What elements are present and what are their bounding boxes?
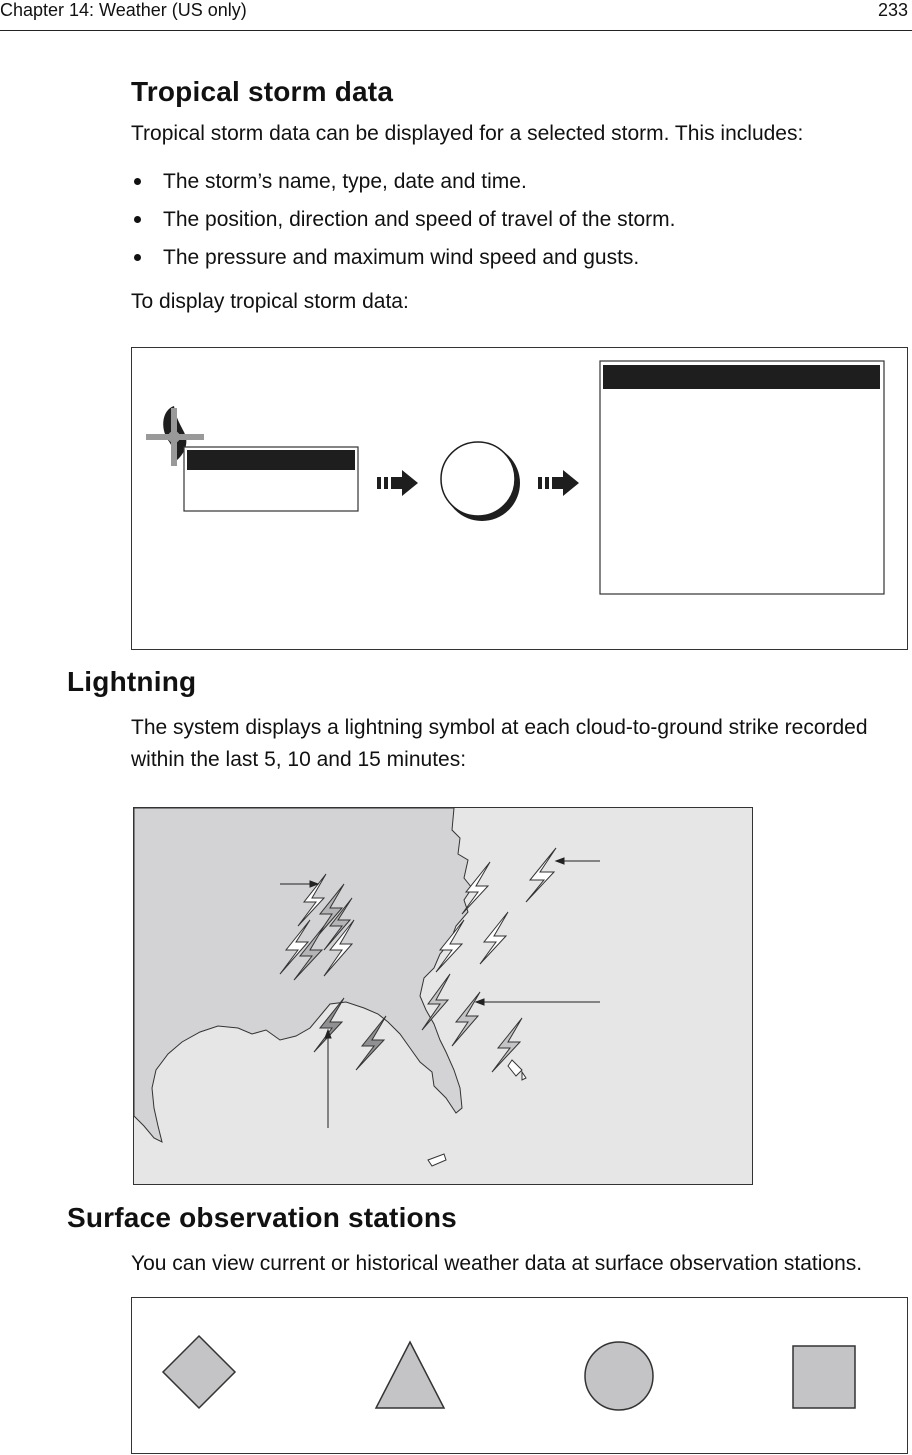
land-mass — [134, 808, 472, 1142]
storm-data-dialog — [600, 361, 884, 594]
storm-menu-title-bar — [187, 450, 355, 470]
lightning-map-graphics — [134, 808, 754, 1186]
storm-data-title-bar — [603, 365, 880, 389]
triangle-station-icon — [376, 1342, 444, 1408]
diamond-station-icon — [163, 1336, 235, 1408]
lightning-bolt-white — [526, 848, 556, 902]
lightning-map — [133, 807, 753, 1185]
lightning-text: The system displays a lightning symbol at each cloud-to-ground strike recorded within the last 5, 10 and 15 minutes: — [131, 716, 868, 771]
station-symbols-figure — [131, 1297, 908, 1454]
surface-text: You can view current or historical weather data at surface observation stations. — [131, 1252, 863, 1275]
tropical-storm-figure — [131, 347, 908, 650]
tropical-figure-graphics — [132, 348, 909, 651]
chapter-title: Chapter 14: Weather (US only) — [0, 0, 247, 20]
tropical-instruction: To display tropical storm data: — [131, 290, 409, 313]
surface-heading: Surface observation stations — [67, 1202, 457, 1233]
ok-button-icon — [441, 442, 520, 521]
tropical-intro: Tropical storm data can be displayed for a selected storm. This includes: — [131, 122, 804, 145]
arrow-right-icon — [538, 470, 579, 496]
circle-station-icon — [585, 1342, 653, 1410]
bullet-item: The storm’s name, type, date and time. — [131, 166, 891, 204]
square-station-icon — [793, 1346, 855, 1408]
tropical-bullet-list — [131, 166, 891, 280]
lightning-bolt-grey — [492, 1018, 522, 1072]
lightning-bolt-white — [480, 912, 508, 964]
lightning-bolt-grey — [452, 992, 480, 1046]
header-rule — [0, 30, 912, 31]
bullet-item: The position, direction and speed of travel of the storm. — [131, 204, 891, 242]
bullet-item: The pressure and maximum wind speed and gusts. — [131, 242, 891, 280]
arrow-right-icon — [377, 470, 418, 496]
tropical-storm-heading: Tropical storm data — [131, 76, 394, 107]
lightning-bolt-grey — [356, 1016, 386, 1070]
station-symbols-graphics — [132, 1298, 909, 1455]
page-number: 233 — [877, 0, 908, 20]
lightning-heading: Lightning — [67, 666, 197, 697]
